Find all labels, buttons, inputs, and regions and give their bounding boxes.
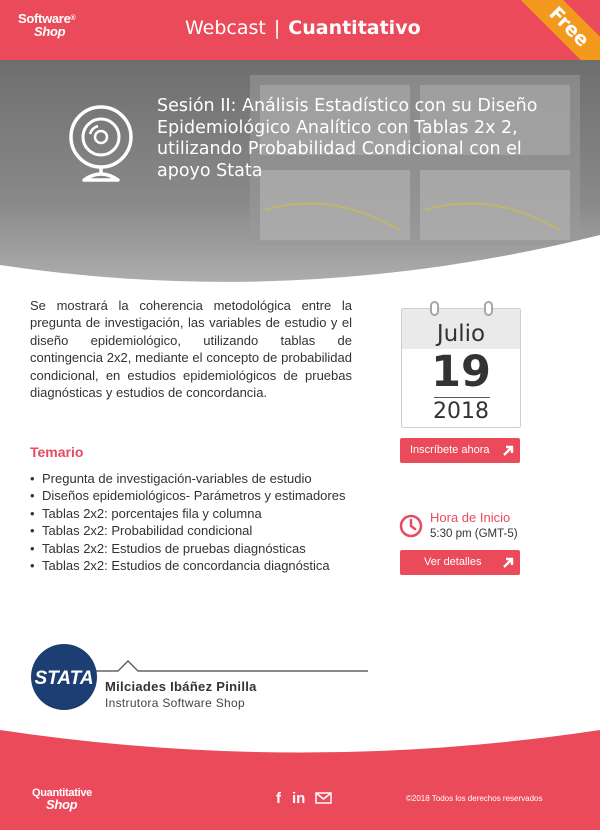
software-shop-logo[interactable]: Software® Shop: [18, 11, 76, 39]
agenda-item: • Diseños epidemiológicos- Parámetros y estimadores: [30, 487, 352, 504]
speaker-role: Instrutora Software Shop: [105, 696, 245, 710]
free-ribbon: Free: [512, 0, 600, 60]
header-title: [185, 17, 421, 39]
header-bar: [0, 0, 600, 60]
agenda-heading: Temario: [30, 444, 84, 460]
webcam-icon: [66, 102, 136, 192]
arrow-up-right-icon: [502, 556, 515, 569]
register-button[interactable]: [400, 438, 520, 463]
logo-line2: Shop: [34, 24, 66, 39]
linkedin-icon[interactable]: in: [292, 790, 306, 807]
footer-logo-line1: Quantitative: [32, 787, 92, 799]
calendar-ring-icon: [484, 301, 493, 316]
footer: [0, 730, 600, 830]
footer-logo-line2: Shop: [46, 797, 78, 812]
start-time-label: Hora de Inicio: [430, 510, 511, 525]
event-date-calendar: [401, 308, 521, 428]
agenda-item: • Tablas 2x2: Probabilidad condicional: [30, 522, 352, 539]
header-separator: |: [273, 17, 281, 39]
category-label: Cuantitativo: [288, 17, 421, 39]
hero-banner: [0, 60, 600, 300]
agenda-item: • Tablas 2x2: Estudios de pruebas diagnósticas: [30, 540, 352, 557]
social-links: [276, 790, 306, 807]
details-button-label: Ver detalles: [424, 556, 482, 568]
calendar-divider: [434, 397, 490, 398]
agenda-list: [30, 470, 352, 574]
facebook-icon[interactable]: f: [276, 790, 281, 807]
copyright-text: ©2018 Todos los derechos reservados: [406, 794, 543, 803]
agenda-item: • Tablas 2x2: Estudios de concordancia diagnóstica: [30, 557, 352, 574]
clock-icon: [399, 514, 423, 538]
register-button-label: Inscríbete ahora: [410, 444, 490, 456]
agenda-item: • Tablas 2x2: porcentajes fila y columna: [30, 505, 352, 522]
speaker-divider: [96, 658, 368, 672]
arrow-up-right-icon: [502, 444, 515, 457]
session-title: Sesión II: Análisis Estadístico con su Diseño Epidemiológico Analítico con Tablas 2x 2, utilizando Probabilidad Condicional con el apoyo Stata: [157, 96, 538, 181]
calendar-ring-icon: [430, 301, 439, 316]
session-description: Se mostrará la coherencia metodológica entre la pregunta de investigación, las variables de estudio y el diseño epidemiológico, utilizando tablas de contingencia 2x2, mediante el concepto de probabilidad condicional, en estudios epidemiológicos de pruebas diagnósticas y estudios de concordancia.: [30, 298, 352, 401]
stata-logo-text: STATA: [34, 668, 94, 689]
start-time-value: 5:30 pm (GMT-5): [430, 528, 518, 540]
webcast-label: Webcast: [185, 17, 266, 39]
quantitative-shop-logo[interactable]: [32, 787, 92, 811]
event-month: Julio: [436, 321, 486, 347]
details-button[interactable]: [400, 550, 520, 575]
mail-icon[interactable]: [315, 792, 332, 804]
event-year: 2018: [433, 399, 489, 424]
logo-line1: Software: [18, 11, 71, 26]
footer-background: [0, 730, 600, 830]
agenda-item: • Pregunta de investigación-variables de estudio: [30, 470, 352, 487]
event-day: 19: [431, 347, 491, 397]
speaker-name: Milciades Ibáñez Pinilla: [105, 679, 257, 694]
stata-logo: [30, 643, 98, 711]
